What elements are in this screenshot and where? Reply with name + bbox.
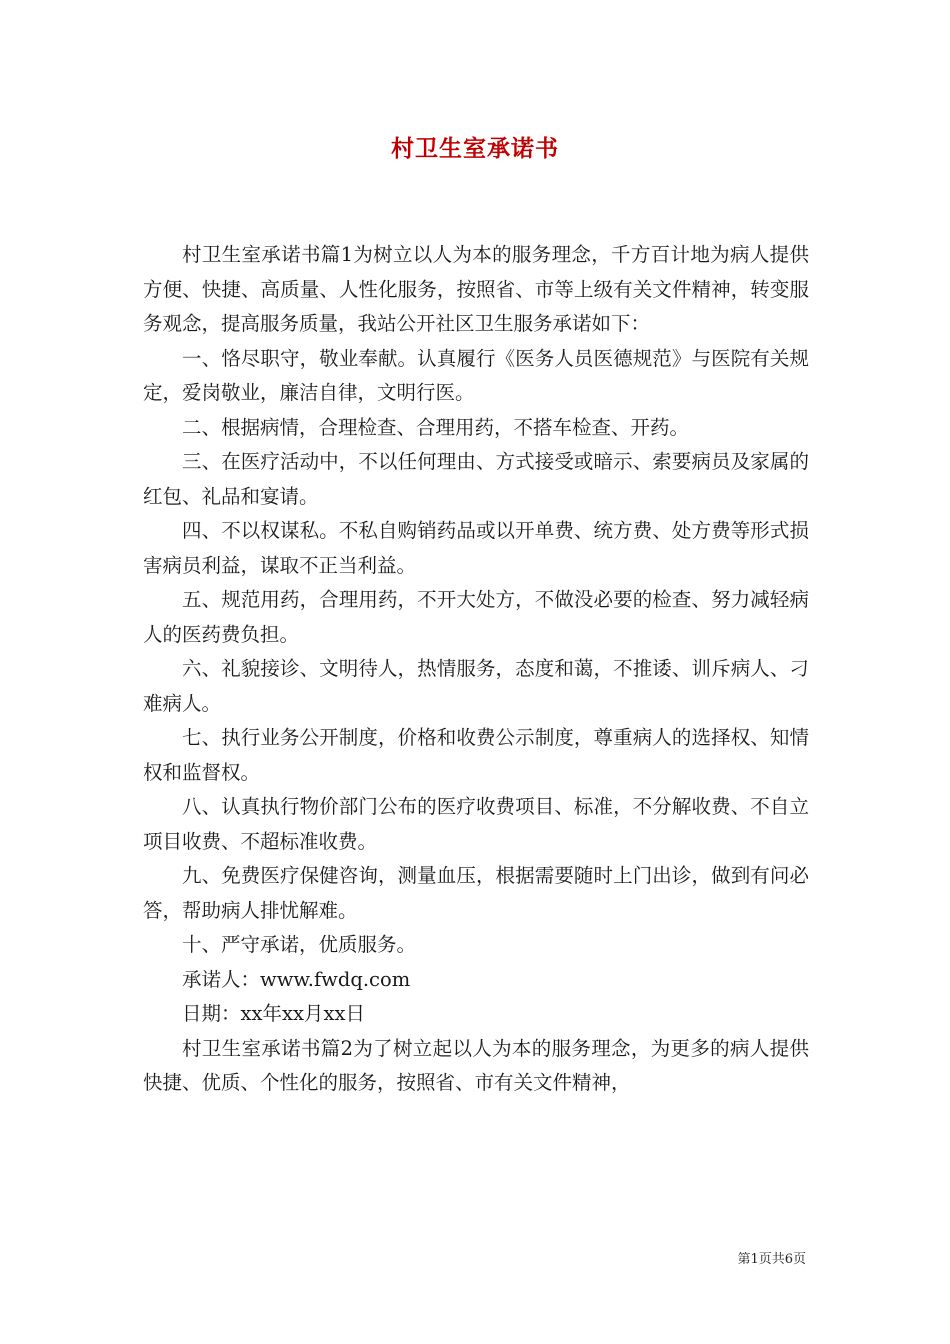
page-number: 第1页共6页 [737, 1252, 806, 1267]
signatory-line: 承诺人：www.fwdq.com [182, 967, 411, 991]
paragraph-part-2: 村卫生室承诺书篇2为了树立起以人为本的服务理念，为更多的病人提供快捷、优质、个性化的服务，按照省、市有关文件精神， [143, 1036, 809, 1094]
paragraph-item-10: 十、严守承诺，优质服务。 [182, 933, 417, 956]
document-body [143, 238, 809, 1101]
paragraph-item-3: 三、在医疗活动中，不以任何理由、方式接受或暗示、索要病员及家属的红包、礼品和宴请。 [143, 450, 809, 508]
paragraph-intro: 村卫生室承诺书篇1为树立以人为本的服务理念，千方百计地为病人提供方便、快捷、高质量、人性化服务，按照省、市等上级有关文件精神，转变服务观念，提高服务质量，我站公开社区卫生服务承诺如下： [143, 243, 809, 335]
paragraph-item-8: 八、认真执行物价部门公布的医疗收费项目、标准，不分解收费、不自立项目收费、不超标准收费。 [143, 795, 809, 853]
paragraph-item-5: 五、规范用药，合理用药，不开大处方，不做没必要的检查、努力减轻病人的医药费负担。 [143, 588, 809, 646]
paragraph-item-1: 一、恪尽职守，敬业奉献。认真履行《医务人员医德规范》与医院有关规定，爱岗敬业，廉洁自律，文明行医。 [143, 346, 809, 404]
paragraph-item-2: 二、根据病情，合理检查、合理用药，不搭车检查、开药。 [182, 415, 690, 439]
paragraph-item-4: 四、不以权谋私。不私自购销药品或以开单费、统方费、处方费等形式损害病员利益，谋取不正当利益。 [143, 519, 809, 577]
paragraph-item-7: 七、执行业务公开制度，价格和收费公示制度，尊重病人的选择权、知情权和监督权。 [143, 726, 809, 784]
paragraph-item-6: 六、礼貌接诊、文明待人，热情服务，态度和蔼，不推诿、训斥病人、刁难病人。 [143, 657, 809, 715]
document-title: 村卫生室承诺书 [391, 135, 559, 162]
date-line: 日期：xx年xx月xx日 [182, 1002, 365, 1025]
paragraph-item-9: 九、免费医疗保健咨询，测量血压，根据需要随时上门出诊，做到有问必答，帮助病人排忧解难。 [143, 864, 809, 922]
